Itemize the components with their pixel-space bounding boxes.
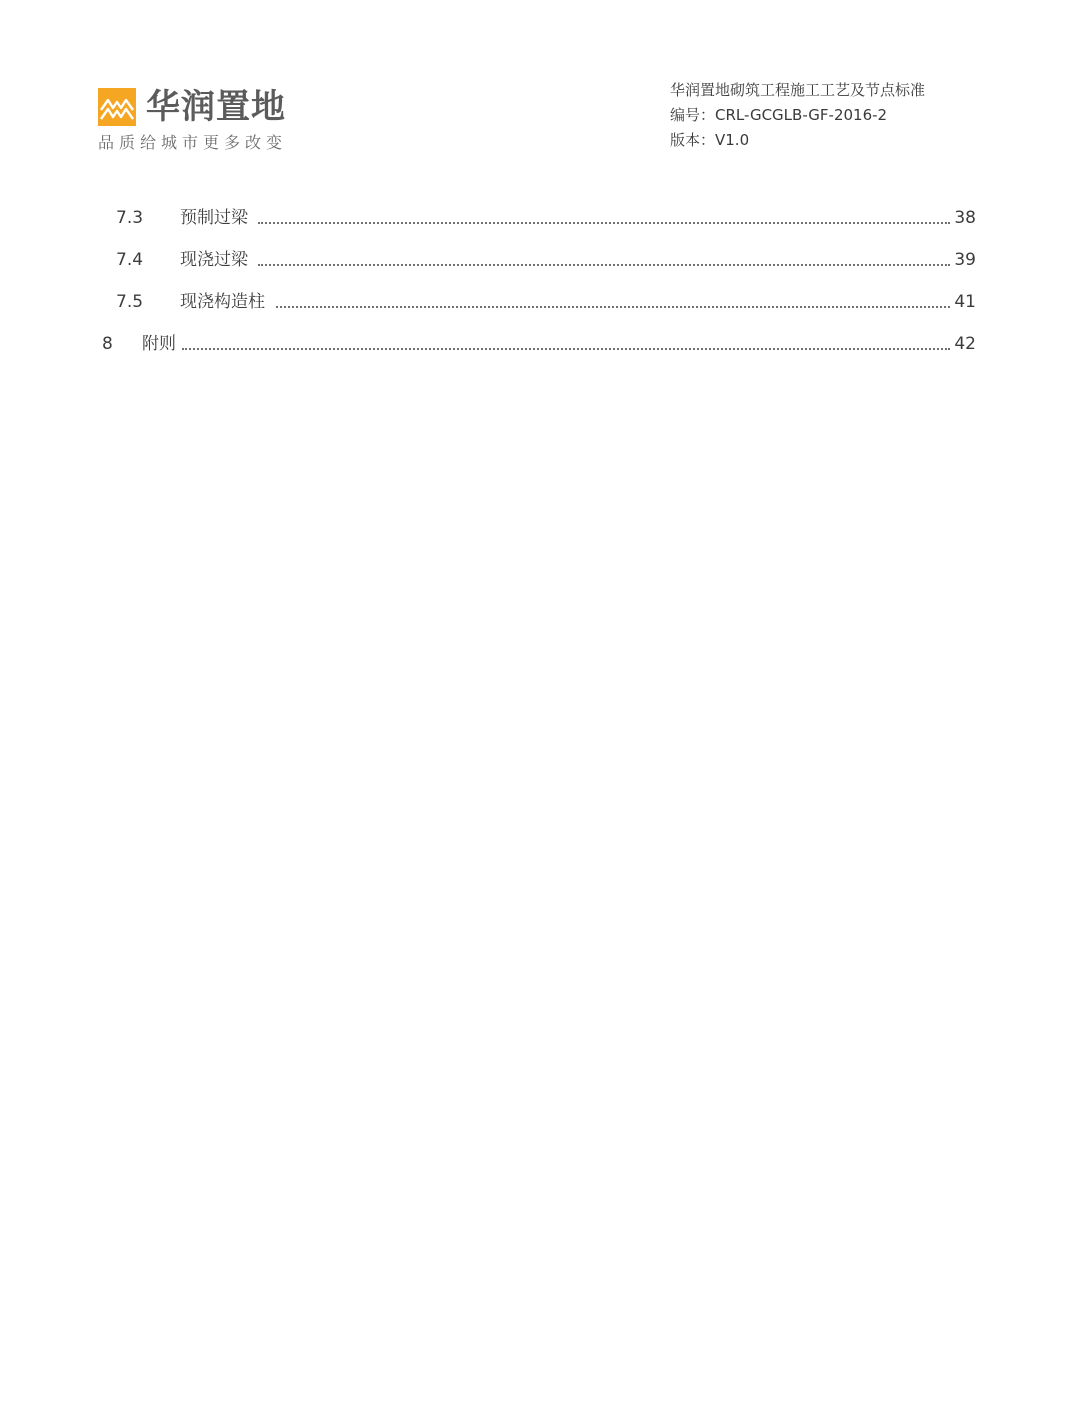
document-version: 版本：V1.0 bbox=[670, 131, 750, 149]
toc-entry-title: 现浇构造柱 bbox=[180, 287, 269, 317]
toc-entry[interactable] bbox=[0, 287, 1080, 317]
toc-dot-leader bbox=[276, 306, 950, 308]
toc-dot-leader bbox=[258, 222, 950, 224]
logo-company-name: 华润置地 bbox=[146, 87, 286, 127]
toc-entry-number: 7.3 bbox=[116, 208, 144, 228]
toc-entry-title: 附则 bbox=[142, 329, 180, 359]
toc-entry-number: 7.5 bbox=[116, 292, 144, 312]
toc-entry-page: 39 bbox=[950, 245, 976, 275]
document-meta bbox=[670, 78, 1010, 153]
toc-entry-title: 预制过梁 bbox=[180, 203, 252, 233]
toc-entry-number: 7.4 bbox=[116, 250, 144, 270]
toc-entry-page: 42 bbox=[950, 329, 976, 359]
toc-entry-page: 38 bbox=[950, 203, 976, 233]
document-code: 编号：CRL-GCGLB-GF-2016-2 bbox=[670, 106, 888, 124]
logo-mountain-icon bbox=[98, 88, 136, 126]
logo-slogan: 品质给城市更多改变 bbox=[98, 133, 288, 152]
toc-entry[interactable] bbox=[0, 329, 1080, 359]
document-title: 华润置地砌筑工程施工工艺及节点标准 bbox=[670, 81, 926, 99]
toc-dot-leader bbox=[258, 264, 950, 266]
toc-entry-page: 41 bbox=[950, 287, 976, 317]
toc-entry[interactable] bbox=[0, 203, 1080, 233]
toc-entry-number: 8 bbox=[102, 334, 113, 354]
toc-entry-title: 现浇过梁 bbox=[180, 245, 252, 275]
toc-dot-leader bbox=[182, 348, 950, 350]
company-logo bbox=[96, 84, 316, 164]
toc-entry[interactable] bbox=[0, 245, 1080, 275]
